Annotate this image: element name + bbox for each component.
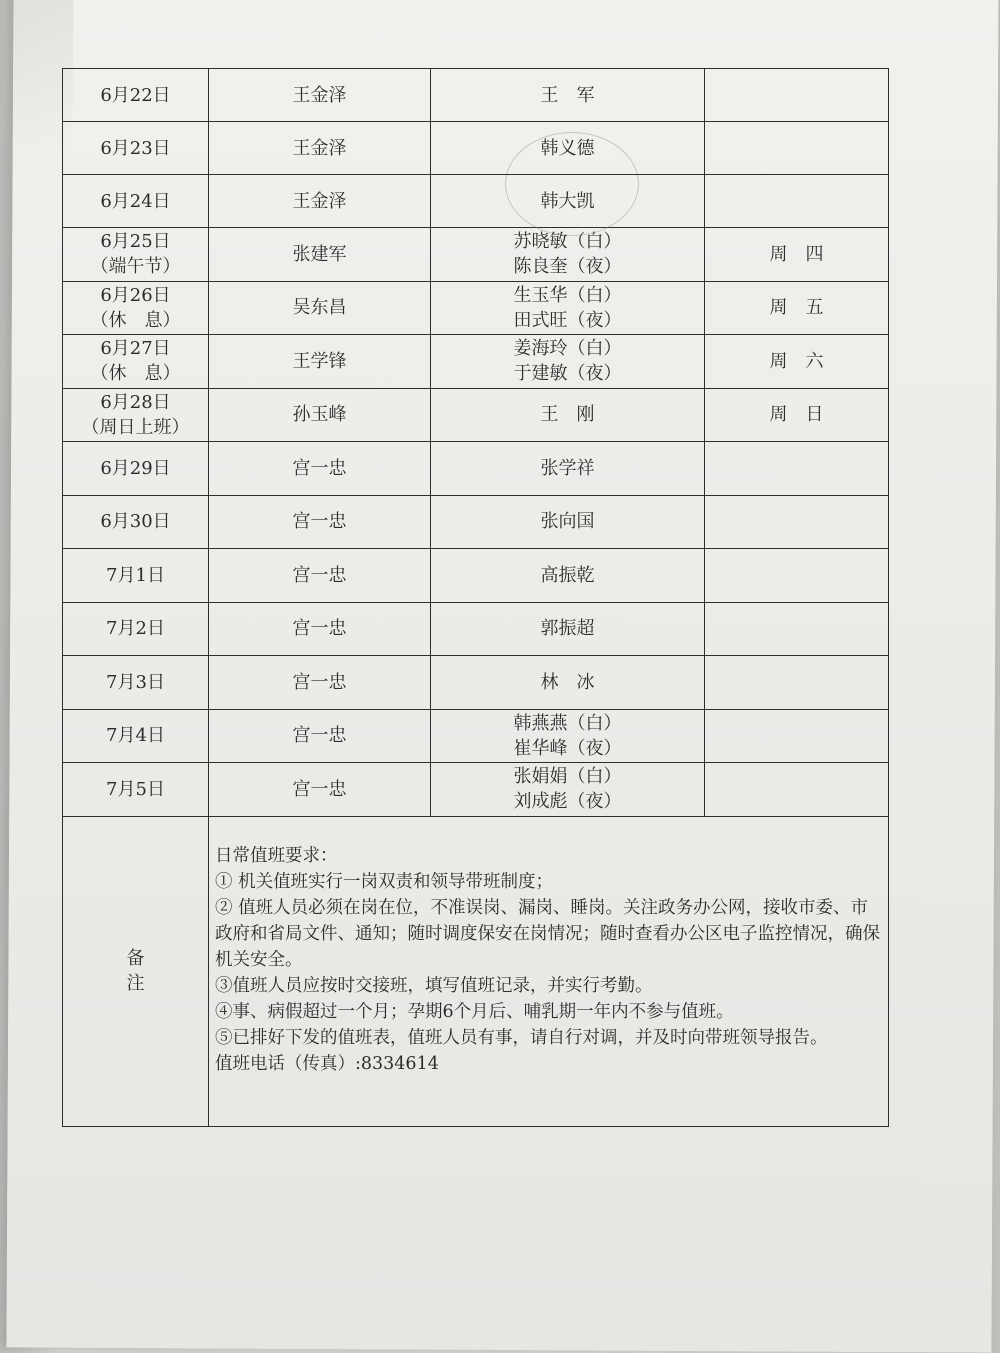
remarks-row (63, 816, 889, 1126)
leader-name: 孙玉峰 (292, 404, 347, 426)
leader-cell (209, 335, 431, 389)
staff-name-night: 崔华峰（夜） (513, 737, 622, 759)
weekday-cell (705, 495, 889, 549)
date-cell (63, 281, 209, 335)
duty-schedule-table (62, 68, 889, 1127)
date-cell (63, 69, 209, 122)
schedule-row (63, 442, 889, 496)
schedule-row (63, 122, 889, 175)
date-note: （端午节） (90, 256, 181, 278)
date-cell (63, 495, 209, 549)
schedule-row (63, 388, 889, 442)
schedule-row (63, 281, 889, 335)
leader-cell (209, 656, 431, 710)
date-cell (63, 549, 209, 603)
remarks-item-4: ④事、病假超过一个月；孕期6个月后、哺乳期一年内不参与值班。 (215, 1001, 734, 1022)
staff-name: 王 军 (540, 84, 595, 106)
remarks-item-1: ① 机关值班实行一岗双责和领导带班制度； (215, 871, 554, 892)
leader-name: 张建军 (292, 243, 347, 265)
weekday-cell (705, 442, 889, 496)
weekday-cell (705, 602, 889, 656)
date-text: 6月23日 (100, 137, 171, 159)
schedule-row (63, 549, 889, 603)
leader-cell (209, 388, 431, 442)
date-cell (63, 388, 209, 442)
date-text: 6月30日 (100, 511, 171, 533)
staff-name: 韩义德 (540, 137, 595, 159)
schedule-row (63, 602, 889, 656)
date-cell (63, 228, 209, 282)
schedule-row (63, 495, 889, 549)
date-cell (63, 175, 209, 228)
staff-name-night: 于建敏（夜） (513, 363, 622, 385)
staff-name: 姜海玲（白） (513, 338, 622, 360)
weekday-text: 周 六 (769, 350, 824, 372)
weekday-cell (705, 175, 889, 228)
staff-cell (431, 709, 705, 763)
leader-cell (209, 281, 431, 335)
remarks-label (63, 816, 209, 1126)
staff-cell (431, 335, 705, 389)
leader-name: 宫一忠 (292, 564, 347, 586)
duty-phone: 值班电话（传真）:8334614 (215, 1053, 439, 1074)
staff-name: 张娟娟（白） (513, 766, 622, 788)
staff-name-night: 陈良奎（夜） (513, 256, 622, 278)
staff-name: 林 冰 (540, 671, 595, 693)
staff-name: 郭振超 (540, 618, 595, 640)
leader-cell (209, 175, 431, 228)
date-cell (63, 122, 209, 175)
schedule-row (63, 335, 889, 389)
staff-cell (431, 281, 705, 335)
staff-cell (431, 69, 705, 122)
remarks-label-2: 注 (126, 973, 145, 994)
staff-cell (431, 388, 705, 442)
leader-cell (209, 549, 431, 603)
staff-cell (431, 602, 705, 656)
date-text: 6月26日 (100, 284, 171, 306)
staff-cell (431, 549, 705, 603)
weekday-text: 周 五 (769, 297, 824, 319)
leader-cell (209, 495, 431, 549)
schedule-row (63, 656, 889, 710)
schedule-row (63, 709, 889, 763)
date-note: （休 息） (90, 363, 181, 385)
staff-name: 张学祥 (540, 457, 595, 479)
leader-name: 宫一忠 (292, 778, 347, 800)
leader-cell (209, 763, 431, 817)
leader-cell (209, 69, 431, 122)
weekday-text: 周 日 (769, 404, 824, 426)
remarks-content (209, 816, 889, 1126)
weekday-cell (705, 549, 889, 603)
date-cell (63, 602, 209, 656)
schedule-row (63, 763, 889, 817)
weekday-cell (705, 335, 889, 389)
staff-name-night: 田式旺（夜） (513, 309, 622, 331)
remarks-label-1: 备 (126, 948, 145, 969)
remarks-item-3: ③值班人员应按时交接班，填写值班记录，并实行考勤。 (215, 975, 653, 996)
leader-name: 王学锋 (292, 350, 347, 372)
weekday-cell (705, 122, 889, 175)
weekday-cell (705, 763, 889, 817)
weekday-cell (705, 656, 889, 710)
date-cell (63, 709, 209, 763)
weekday-cell (705, 709, 889, 763)
weekday-cell (705, 228, 889, 282)
leader-cell (209, 228, 431, 282)
weekday-cell (705, 281, 889, 335)
date-text: 6月27日 (100, 338, 171, 360)
leader-name: 吴东昌 (292, 297, 347, 319)
date-text: 7月2日 (106, 618, 165, 640)
leader-name: 王金泽 (292, 84, 347, 106)
faint-circle-mark (505, 132, 639, 236)
staff-name: 韩燕燕（白） (513, 712, 622, 734)
date-cell (63, 335, 209, 389)
leader-name: 宫一忠 (292, 671, 347, 693)
date-cell (63, 763, 209, 817)
schedule-row (63, 228, 889, 282)
date-note: （休 息） (90, 309, 181, 331)
staff-name: 生玉华（白） (513, 284, 622, 306)
date-text: 6月24日 (100, 190, 171, 212)
leader-cell (209, 602, 431, 656)
staff-cell (431, 495, 705, 549)
schedule-row (63, 175, 889, 228)
date-cell (63, 442, 209, 496)
leader-name: 宫一忠 (292, 511, 347, 533)
remarks-item-5: ⑤已排好下发的值班表，值班人员有事，请自行对调，并及时向带班领导报告。 (215, 1027, 828, 1048)
staff-cell (431, 656, 705, 710)
staff-name: 苏晓敏（白） (513, 231, 622, 253)
schedule-row (63, 69, 889, 122)
staff-name: 韩大凯 (540, 190, 595, 212)
staff-name-night: 刘成彪（夜） (513, 791, 622, 813)
date-text: 6月29日 (100, 457, 171, 479)
leader-name: 王金泽 (292, 137, 347, 159)
leader-cell (209, 709, 431, 763)
date-cell (63, 656, 209, 710)
date-text: 6月28日 (100, 391, 171, 413)
date-note: （周日上班） (81, 416, 190, 438)
remarks-title: 日常值班要求： (215, 845, 338, 866)
leader-name: 宫一忠 (292, 725, 347, 747)
date-text: 6月25日 (100, 231, 171, 253)
date-text: 7月5日 (106, 778, 165, 800)
date-text: 6月22日 (100, 84, 171, 106)
date-text: 7月3日 (106, 671, 165, 693)
staff-cell (431, 763, 705, 817)
remarks-item-2: ② 值班人员必须在岗在位，不准误岗、漏岗、睡岗。关注政务办公网，接收市委、市政府和省局文件、通知；随时调度保安在岗情况；随时查看办公区电子监控情况，确保机关安全。 (215, 897, 880, 970)
staff-name: 张向国 (540, 511, 595, 533)
date-text: 7月4日 (106, 725, 165, 747)
leader-name: 宫一忠 (292, 618, 347, 640)
leader-name: 王金泽 (292, 190, 347, 212)
leader-name: 宫一忠 (292, 457, 347, 479)
schedule-body (63, 69, 889, 817)
staff-name: 高振乾 (540, 564, 595, 586)
staff-name: 王 刚 (540, 404, 595, 426)
date-text: 7月1日 (106, 564, 165, 586)
leader-cell (209, 122, 431, 175)
leader-cell (209, 442, 431, 496)
staff-cell (431, 442, 705, 496)
weekday-text: 周 四 (769, 243, 824, 265)
weekday-cell (705, 388, 889, 442)
weekday-cell (705, 69, 889, 122)
